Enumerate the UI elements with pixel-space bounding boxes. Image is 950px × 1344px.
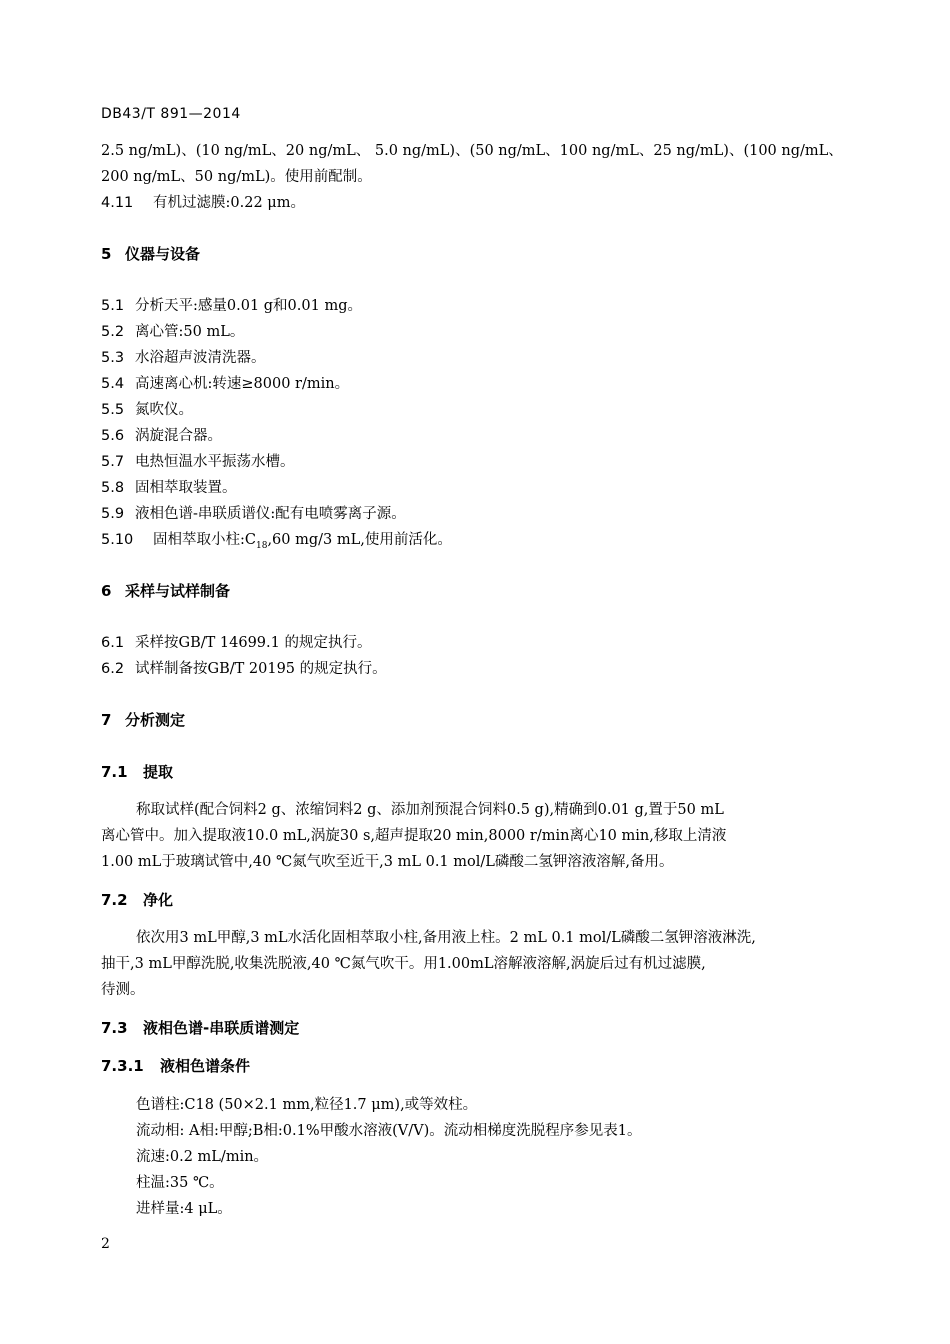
- subsection-7-2-heading: [101, 890, 173, 910]
- page-number: 2: [101, 1236, 110, 1252]
- list-item: [101, 400, 193, 420]
- item-number: 5.7: [101, 454, 125, 470]
- section-title: 提取: [143, 763, 174, 781]
- document-code-header: DB43/T 891—2014: [101, 106, 241, 122]
- condition-line: 色谱柱:C18 (50×2.1 mm,粒径1.7 μm),或等效柱。: [136, 1097, 478, 1113]
- section-number: 7.3: [101, 1019, 128, 1037]
- subsection-7-3-1-heading: [101, 1056, 250, 1076]
- condition-line: 进样量:4 μL。: [136, 1201, 232, 1217]
- list-item: [101, 504, 406, 524]
- item-number: 5.4: [101, 376, 125, 392]
- item-number: 5.8: [101, 480, 125, 496]
- item-4-11: [101, 193, 305, 213]
- paragraph-line: 依次用3 mL甲醇,3 mL水活化固相萃取小柱,备用液上柱。2 mL 0.1 mol/L磷酸二氢钾溶液淋洗,: [136, 930, 756, 946]
- list-item: [101, 530, 452, 556]
- item-text: 电热恒温水平振荡水槽。: [135, 454, 295, 470]
- section-title: 液相色谱-串联质谱测定: [143, 1019, 300, 1037]
- section-number: 7.3.1: [101, 1057, 144, 1075]
- section-5-heading: [101, 244, 200, 264]
- section-6-heading: [101, 581, 230, 601]
- section-number: 7.1: [101, 763, 128, 781]
- item-number: 5.6: [101, 428, 125, 444]
- item-text: 试样制备按GB/T 20195 的规定执行。: [135, 661, 387, 677]
- item-text: 分析天平:感量0.01 g和0.01 mg。: [135, 298, 362, 314]
- item-text-cont: ,60 mg/3 mL,使用前活化。: [267, 532, 452, 548]
- condition-line: 柱温:35 ℃。: [136, 1175, 224, 1191]
- list-item: [101, 374, 349, 394]
- item-text: 氮吹仪。: [135, 402, 193, 418]
- item-text: 液相色谱-串联质谱仪:配有电喷雾离子源。: [135, 506, 406, 522]
- paragraph-line: 待测。: [101, 982, 145, 998]
- section-number: 7.2: [101, 891, 128, 909]
- list-item: [101, 478, 237, 498]
- list-item: [101, 348, 266, 368]
- list-item: [101, 322, 244, 342]
- section-title: 净化: [143, 891, 174, 909]
- item-number: 5.10: [101, 532, 134, 548]
- paragraph-line: 称取试样(配合饲料2 g、浓缩饲料2 g、添加剂预混合饲料0.5 g),精确到0.01 g,置于50 mL: [136, 802, 724, 818]
- list-item: [101, 452, 295, 472]
- section-number: 6: [101, 582, 112, 600]
- paragraph-line: 1.00 mL于玻璃试管中,40 ℃氮气吹至近干,3 mL 0.1 mol/L磷酸二氢钾溶液溶解,备用。: [101, 854, 674, 870]
- item-text: 离心管:50 mL。: [135, 324, 245, 340]
- item-number: 6.2: [101, 661, 125, 677]
- item-number: 5.3: [101, 350, 125, 366]
- item-text: 高速离心机:转速≥8000 r/min。: [135, 376, 350, 392]
- section-title: 采样与试样制备: [125, 582, 231, 600]
- section-title: 仪器与设备: [125, 245, 201, 263]
- item-text: 采样按GB/T 14699.1 的规定执行。: [135, 635, 372, 651]
- item-number: 5.2: [101, 324, 125, 340]
- paragraph-line: 抽干,3 mL甲醇洗脱,收集洗脱液,40 ℃氮气吹干。用1.00mL溶解液溶解,涡旋后过有机过滤膜,: [101, 956, 706, 972]
- item-number: 5.5: [101, 402, 125, 418]
- list-item: [101, 296, 362, 316]
- item-text: 固相萃取小柱:C: [153, 532, 256, 548]
- subsection-7-1-heading: [101, 762, 173, 782]
- item-text: 固相萃取装置。: [135, 480, 237, 496]
- list-item: [101, 633, 371, 653]
- list-item: [101, 659, 387, 679]
- section-number: 7: [101, 711, 112, 729]
- item-text: 水浴超声波清洗器。: [135, 350, 266, 366]
- item-text: 有机过滤膜:0.22 μm。: [153, 195, 305, 211]
- continued-line-1: 2.5 ng/mL)、(10 ng/mL、20 ng/mL、 5.0 ng/mL)、(50 ng/mL、100 ng/mL、25 ng/mL)、(100 ng/mL、: [101, 143, 843, 159]
- subsection-7-3-heading: [101, 1018, 299, 1038]
- condition-line: 流动相: A相:甲醇;B相:0.1%甲酸水溶液(V/V)。流动相梯度洗脱程序参见表1。: [136, 1123, 642, 1139]
- item-number: 4.11: [101, 195, 134, 211]
- item-number: 6.1: [101, 635, 125, 651]
- paragraph-line: 离心管中。加入提取液10.0 mL,涡旋30 s,超声提取20 min,8000 r/min离心10 min,移取上清液: [101, 828, 727, 844]
- section-title: 分析测定: [125, 711, 186, 729]
- item-number: 5.1: [101, 298, 125, 314]
- continued-line-2: 200 ng/mL、50 ng/mL)。使用前配制。: [101, 169, 372, 185]
- subscript: 18: [255, 540, 268, 551]
- section-number: 5: [101, 245, 112, 263]
- item-text: 涡旋混合器。: [135, 428, 222, 444]
- section-7-heading: [101, 710, 185, 730]
- section-title: 液相色谱条件: [160, 1057, 251, 1075]
- item-number: 5.9: [101, 506, 125, 522]
- list-item: [101, 426, 222, 446]
- condition-line: 流速:0.2 mL/min。: [136, 1149, 269, 1165]
